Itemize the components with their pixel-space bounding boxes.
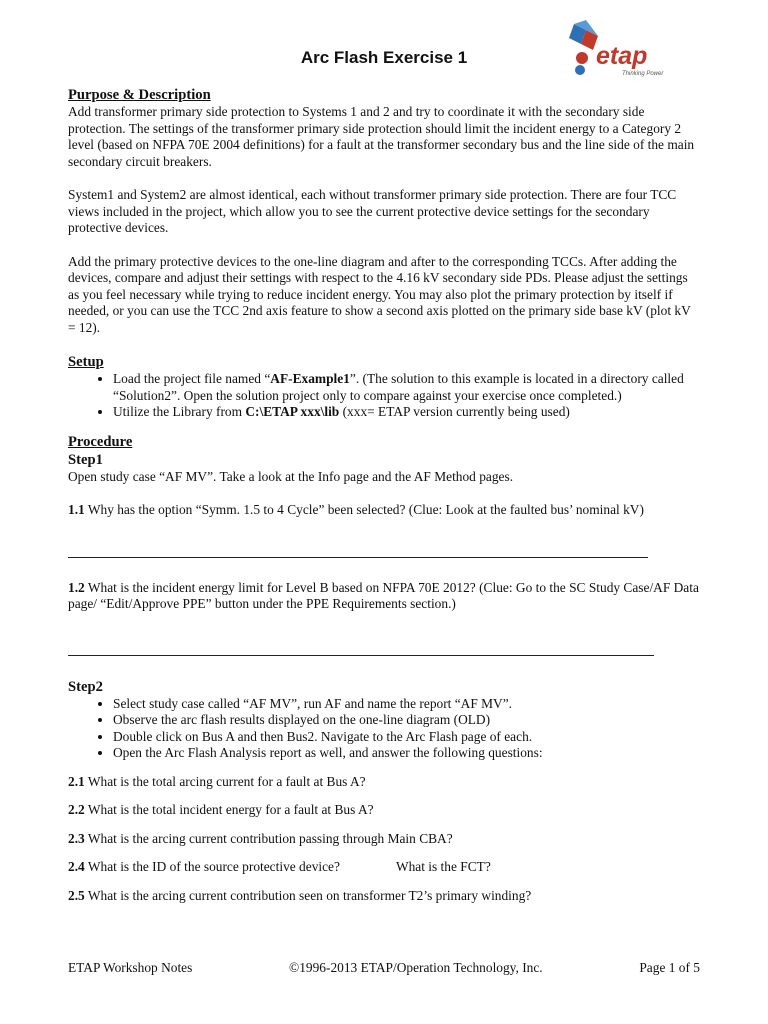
step1-heading: Step1 <box>68 451 103 468</box>
step2-list <box>68 696 700 762</box>
list-item: • Load the project file named “AF-Example1”. (The solution to this example is located in a directory called “Solution2”. Open the solution project only to compare against your exercise once completed.) <box>113 371 700 404</box>
list-item: • Double click on Bus A and then Bus2. Navigate to the Arc Flash page of each. <box>113 729 700 746</box>
list-item: • Observe the arc flash results displayed on the one-line diagram (OLD) <box>113 712 700 729</box>
purpose-paragraph-2: System1 and System2 are almost identical, each without transformer primary side protection. There are four TCC views included in the project, which allow you to see the current protective device settings for the secondary protective devices. <box>68 187 677 235</box>
question-2-3: 2.3 What is the arcing current contribution passing through Main CBA? <box>68 830 453 846</box>
step1-intro: Open study case “AF MV”. Take a look at the Info page and the AF Method pages. <box>68 468 514 484</box>
question-1-2: 1.2 What is the incident energy limit for Level B based on NFPA 70E 2012? (Clue: Go to the SC Study Case/AF Data page/ “Edit/Approve PPE” button under the PPE Requirements section.) <box>68 579 699 611</box>
setup-heading: Setup <box>68 354 104 370</box>
footer-copyright: ©1996-2013 ETAP/Operation Technology, Inc. <box>289 960 543 975</box>
question-2-5: 2.5 What is the arcing current contribution seen on transformer T2’s primary winding? <box>68 887 532 903</box>
logo-tagline: Thinking Power <box>622 71 664 77</box>
question-2-1: 2.1 What is the total arcing current for a fault at Bus A? <box>68 773 366 789</box>
footer-left: ETAP Workshop Notes <box>68 960 193 975</box>
project-file-name: AF-Example1 <box>270 371 350 386</box>
question-2-2: 2.2 What is the total incident energy for a fault at Bus A? <box>68 802 374 817</box>
page-title: Arc Flash Exercise 1 <box>300 48 468 67</box>
procedure-heading: Procedure <box>68 433 133 450</box>
purpose-paragraph-1: Add transformer primary side protection to Systems 1 and 2 and try to coordinate it with the secondary side protection. The settings of the transformer primary side protection should limit the incident energy to a Category 2 level (based on NFPA 70E 2004 definitions) for a fault at the transformer secondary bus and the line side of the main secondary circuit breakers. <box>68 104 695 169</box>
list-item: • Open the Arc Flash Analysis report as well, and answer the following questions: <box>113 745 700 762</box>
list-item: • Select study case called “AF MV”, run AF and name the report “AF MV”. <box>113 696 700 713</box>
list-item: • Utilize the Library from C:\ETAP xxx\lib (xxx= ETAP version currently being used) <box>113 404 700 421</box>
step2-heading: Step2 <box>68 678 103 695</box>
library-path: C:\ETAP xxx\lib <box>245 404 340 419</box>
question-2-4-fct: What is the FCT? <box>395 859 491 874</box>
logo-wordmark: etap <box>596 42 648 70</box>
page-footer <box>68 960 700 976</box>
purpose-heading: Purpose & Description <box>68 87 211 103</box>
setup-list <box>68 371 700 421</box>
document-body <box>68 86 700 904</box>
purpose-paragraph-3: Add the primary protective devices to the one-line diagram and after to the corresponding TCCs. After adding the devices, compare and adjust their settings with respect to the 4.16 kV secondary side PDs. Please adjust the settings as you feel necessary while trying to reduce incident energy. You may also plot the primary protection by itself if needed, or you can use the TCC 2nd axis feature to show a second axis plotted on the primary side base kV (plot kV = 12). <box>68 253 691 335</box>
question-2-4: 2.4 What is the ID of the source protective device? What is the FCT? <box>68 859 491 874</box>
question-1-1: 1.1 Why has the option “Symm. 1.5 to 4 Cycle” been selected? (Clue: Look at the faulted bus’ nominal kV) <box>68 502 644 517</box>
footer-page-number: Page 1 of 5 <box>639 960 700 975</box>
etap-logo <box>560 20 670 84</box>
